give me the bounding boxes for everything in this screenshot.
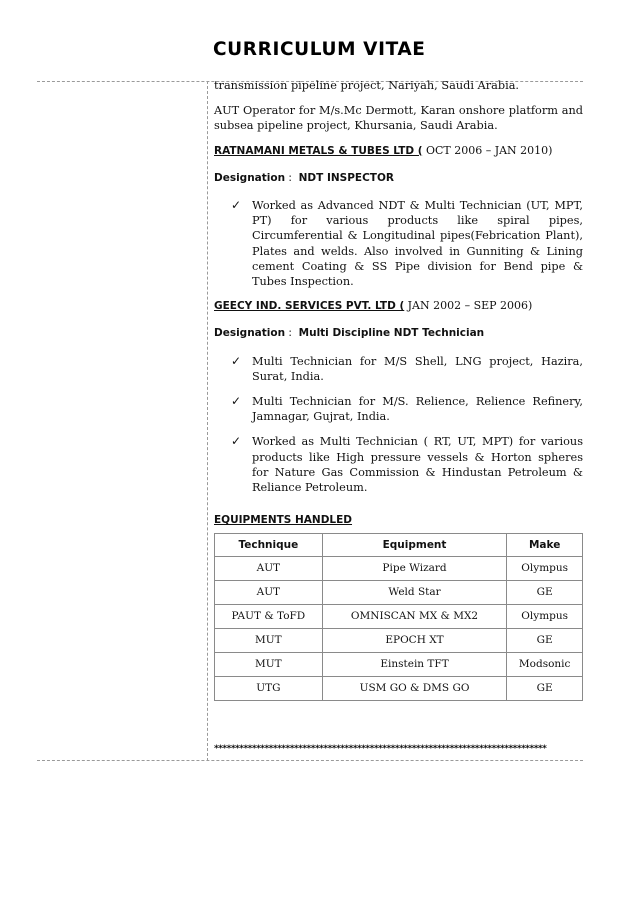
table-cell: OMNISCAN MX & MX2: [322, 605, 507, 629]
company-name: GEECY IND. SERVICES PVT. LTD (: [214, 300, 405, 313]
table-cell: MUT: [215, 653, 323, 677]
list-item: [214, 394, 583, 424]
table-row: [215, 629, 583, 653]
check-icon: ✓: [231, 394, 242, 409]
job-heading: [214, 143, 583, 159]
column-header: Technique: [215, 534, 323, 557]
column-header: Equipment: [322, 534, 507, 557]
equipment-table: [214, 533, 583, 701]
job-bullets: [214, 198, 583, 289]
list-item: [214, 434, 583, 495]
table-cell: Modsonic: [507, 653, 583, 677]
left-margin-divider: [207, 81, 208, 761]
job-heading: [214, 298, 583, 314]
table-cell: EPOCH XT: [322, 629, 507, 653]
table-cell: Olympus: [507, 605, 583, 629]
table-cell: GE: [507, 629, 583, 653]
bullet-text: Multi Technician for M/S. Relience, Relience Refinery, Jamnagar, Gujrat, India.: [252, 395, 583, 424]
table-row: [215, 653, 583, 677]
resume-body: [214, 78, 583, 701]
table-cell: MUT: [215, 629, 323, 653]
bullet-text: Worked as Advanced NDT & Multi Technician (UT, MPT, PT) for various products like spiral pipes, Circumferential & Longitudinal pipes(Febrication Plant), Plates and welds. Also involved in Gunniting & Lining cement Coating & SS Pipe division for Bend pipe & Tubes Inspection.: [252, 199, 583, 289]
bottom-divider: [37, 760, 583, 761]
table-row: [215, 557, 583, 581]
section-heading: EQUIPMENTS HANDLED: [214, 514, 353, 527]
designation-value: NDT INSPECTOR: [298, 171, 394, 184]
company-name: RATNAMANI METALS & TUBES LTD (: [214, 144, 423, 157]
page-title: CURRICULUM VITAE: [213, 39, 426, 60]
job-dates: JAN 2002 – SEP 2006): [407, 299, 533, 313]
designation: Designation : Multi Discipline NDT Technician: [214, 327, 485, 340]
table-cell: AUT: [215, 557, 323, 581]
designation-label: Designation: [214, 327, 286, 340]
separator-stars: *******************************************************************************: [214, 744, 547, 754]
intro-line: transmission pipeline project, Nariyah, Saudi Arabia.: [214, 79, 520, 92]
table-row: [215, 581, 583, 605]
bullet-text: Multi Technician for M/S Shell, LNG project, Hazira, Surat, India.: [252, 354, 583, 383]
table-cell: USM GO & DMS GO: [322, 677, 507, 701]
table-cell: UTG: [215, 677, 323, 701]
check-icon: ✓: [231, 198, 242, 213]
designation: Designation : NDT INSPECTOR: [214, 171, 394, 184]
intro-paragraph: AUT Operator for M/s.Mc Dermott, Karan onshore platform and subsea pipeline project, Khursania, Saudi Arabia.: [214, 104, 583, 133]
designation-label: Designation: [214, 171, 286, 184]
table-cell: PAUT & ToFD: [215, 605, 323, 629]
list-item: [214, 354, 583, 384]
designation-value: Multi Discipline NDT Technician: [298, 327, 485, 340]
table-cell: Weld Star: [322, 581, 507, 605]
table-cell: Olympus: [507, 557, 583, 581]
check-icon: ✓: [231, 434, 242, 449]
table-row: [215, 605, 583, 629]
table-cell: GE: [507, 677, 583, 701]
table-header-row: [215, 534, 583, 557]
list-item: [214, 198, 583, 289]
table-row: [215, 677, 583, 701]
check-icon: ✓: [231, 353, 242, 368]
table-cell: GE: [507, 581, 583, 605]
table-cell: Einstein TFT: [322, 653, 507, 677]
table-cell: Pipe Wizard: [322, 557, 507, 581]
bullet-text: Worked as Multi Technician ( RT, UT, MPT) for various products like High pressure vessels & Horton spheres for Nature Gas Commission & Hindustan Petroleum & Reliance Petroleum.: [252, 435, 583, 495]
job-bullets: [214, 354, 583, 496]
column-header: Make: [507, 534, 583, 557]
table-cell: AUT: [215, 581, 323, 605]
job-dates: OCT 2006 – JAN 2010): [425, 143, 553, 157]
